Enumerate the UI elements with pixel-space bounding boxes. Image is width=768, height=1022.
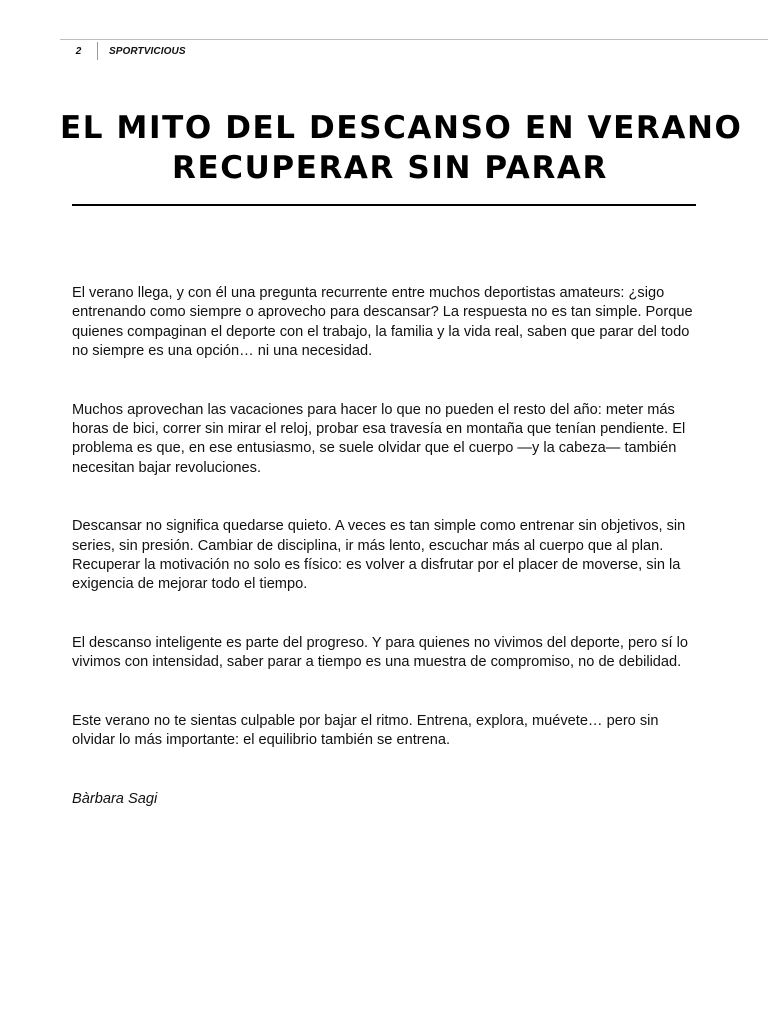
article-title <box>60 108 743 188</box>
header-divider <box>97 42 98 60</box>
article-paragraph-4: El descanso inteligente es parte del progreso. Y para quienes no vivimos del deporte, pero sí lo vivimos con intensidad, saber parar a tiempo es una muestra de compromiso, no de debilidad. <box>72 634 689 671</box>
article-title-line-2: RECUPERAR SIN PARAR <box>172 150 608 186</box>
author-signature: Bàrbara Sagi <box>72 790 158 807</box>
article-paragraph-3: Descansar no significa quedarse quieto. A veces es tan simple como entrenar sin objetivos, sin series, sin presión. Cambiar de disciplina, ir más lento, escuchar más al cuerpo que al plan. Recuperar la motivación no solo es físico: es volver a disfrutar por el placer de moverse, sin la exigencia de mejorar todo el tiempo. <box>72 518 686 593</box>
header-rule <box>60 39 768 40</box>
article-paragraph-1: El verano llega, y con él una pregunta recurrente entre muchos deportistas amateurs: ¿sigo entrenando como siempre o aprovecho para descansar? La respuesta no es tan simple. Porque quienes compaginan el deporte con el trabajo, la familia y la vida real, saben que parar del todo no siempre es una opción… ni una necesidad. <box>72 285 693 360</box>
article-paragraph-5: Este verano no te sientas culpable por bajar el ritmo. Entrena, explora, muévete… pero sin olvidar lo más importante: el equilibrio también se entrena. <box>72 712 659 749</box>
title-underline <box>72 204 696 206</box>
article-paragraph-2: Muchos aprovechan las vacaciones para hacer lo que no pueden el resto del año: meter más horas de bici, correr sin mirar el reloj, probar esa travesía en montaña que tenían pendiente. El problema es que, en ese entusiasmo, se suele olvidar que el cuerpo —y la cabeza— también necesitan bajar revoluciones. <box>72 401 686 476</box>
article-title-line-1: EL MITO DEL DESCANSO EN VERANO <box>60 110 743 146</box>
article-body <box>72 284 702 848</box>
publication-name: SPORTVICIOUS <box>109 45 186 57</box>
running-header <box>60 41 186 61</box>
page-number: 2 <box>75 45 82 57</box>
